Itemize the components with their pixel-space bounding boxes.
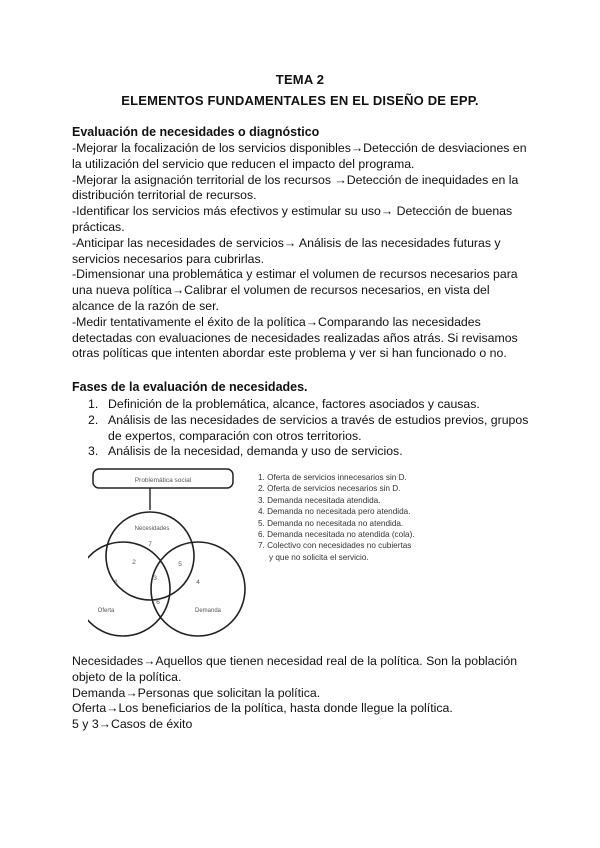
text-line: -Dimensionar una problemática y estimar el volumen de recursos necesarios para: [72, 267, 518, 282]
text-line: distribución territorial de recursos.: [72, 188, 257, 203]
legend-line: 7. Colectivo con necesidades no cubiertas: [258, 541, 412, 551]
legend-item: [258, 518, 498, 529]
list-item: [72, 444, 532, 460]
legend-item: [258, 472, 498, 483]
text-line: -Medir tentativamente el éxito de la política→Comparando las necesidades: [72, 314, 481, 329]
text-line: Necesidades→Aquellos que tienen necesidad real de la política. Son la población: [72, 654, 518, 668]
legend-item: [258, 540, 498, 563]
region-label: 1: [114, 579, 118, 586]
text-line: Análisis de la necesidad, demanda y uso de servicios.: [108, 444, 403, 459]
legend-line: 3. Demanda necesitada atendida.: [258, 495, 381, 505]
text-line: Análisis de las necesidades de servicios a través de estudios previos, grupos: [108, 412, 529, 427]
text-line: -Anticipar las necesidades de servicios→ Análisis de las necesidades futuras y: [72, 235, 501, 250]
topic-title: TEMA 2: [275, 72, 325, 87]
problem-box-label: Problemática social: [134, 477, 192, 484]
diagnosis-paragraph: [72, 141, 534, 362]
text-line: la utilización del servicio que reducen el impacto del programa.: [72, 156, 415, 171]
legend-line: 6. Demanda necesitada no atendida (cola).: [258, 530, 415, 540]
text-line: detectadas con evaluaciones de necesidades realizadas años atrás. Si revisamos: [72, 330, 518, 345]
legend-line: 4. Demanda no necesitada pero atendida.: [258, 507, 411, 517]
list-item: [72, 397, 532, 413]
diagram-legend: [258, 472, 498, 563]
topic-subtitle: ELEMENTOS FUNDAMENTALES EN EL DISEÑO DE EPP.: [121, 93, 479, 108]
text-line: 5 y 3→Casos de éxito: [72, 717, 193, 732]
text-line: alcance de la razón de ser.: [72, 298, 219, 313]
region-label: 7: [148, 541, 152, 548]
legend-item: [258, 483, 498, 494]
legend-line: 5. Demanda no necesitada no atendida.: [258, 518, 404, 528]
list-number: 2.: [88, 412, 99, 427]
text-line: -Mejorar la focalización de los servicios disponibles→Detección de desviaciones en: [72, 141, 527, 155]
section-heading-phases: Fases de la evaluación de necesidades.: [72, 380, 308, 394]
list-number: 1.: [88, 397, 99, 411]
legend-item: [258, 506, 498, 517]
text-line: servicios necesarios para cubrirlas.: [72, 251, 265, 266]
oferta-label: Oferta: [97, 608, 115, 614]
region-label: 5: [178, 561, 182, 568]
definitions-paragraph: [72, 654, 534, 733]
demanda-circle: [151, 542, 245, 636]
text-line: prácticas.: [72, 219, 125, 234]
legend-line: 1. Oferta de servicios innecesarios sin D.: [258, 473, 407, 482]
text-line: -Mejorar la asignación territorial de los recursos →Detección de inequidades en la: [72, 172, 519, 187]
text-line: una nueva política→Calibrar el volumen de recursos necesarios, en vista del: [72, 283, 490, 298]
list-number: 3.: [88, 444, 99, 459]
section-heading-diagnosis: Evaluación de necesidades o diagnóstico: [72, 125, 320, 139]
region-label: 3: [153, 575, 157, 582]
text-line: Demanda→Personas que solicitan la política.: [72, 685, 321, 700]
text-line: Definición de la problemática, alcance, factores asociados y causas.: [108, 397, 480, 411]
legend-line: 2. Oferta de servicios necesarios sin D.: [258, 484, 401, 494]
list-item: [72, 413, 532, 445]
text-line: -Identificar los servicios más efectivos y estimular su uso→ Detección de buenas: [72, 204, 513, 219]
venn-diagram: [88, 466, 248, 646]
region-label: 6: [156, 599, 160, 606]
legend-item: [258, 529, 498, 540]
text-line: Oferta→Los beneficiarios de la política, hasta donde llegue la política.: [72, 701, 453, 716]
legend-item: [258, 495, 498, 506]
region-label: 2: [132, 559, 136, 566]
necesidades-label: Necesidades: [134, 526, 170, 532]
oferta-circle: [88, 542, 170, 636]
phases-list: [72, 397, 532, 460]
legend-line: y que no solicita el servicio.: [269, 552, 369, 562]
text-line: otras políticas que intenten abordar este problema y ver si han funcionado o no.: [72, 346, 507, 361]
text-line: objeto de la política.: [72, 669, 182, 684]
region-label: 4: [196, 579, 200, 586]
text-line: de expertos, comparación con otros territorios.: [108, 428, 362, 443]
demanda-label: Demanda: [194, 608, 222, 614]
